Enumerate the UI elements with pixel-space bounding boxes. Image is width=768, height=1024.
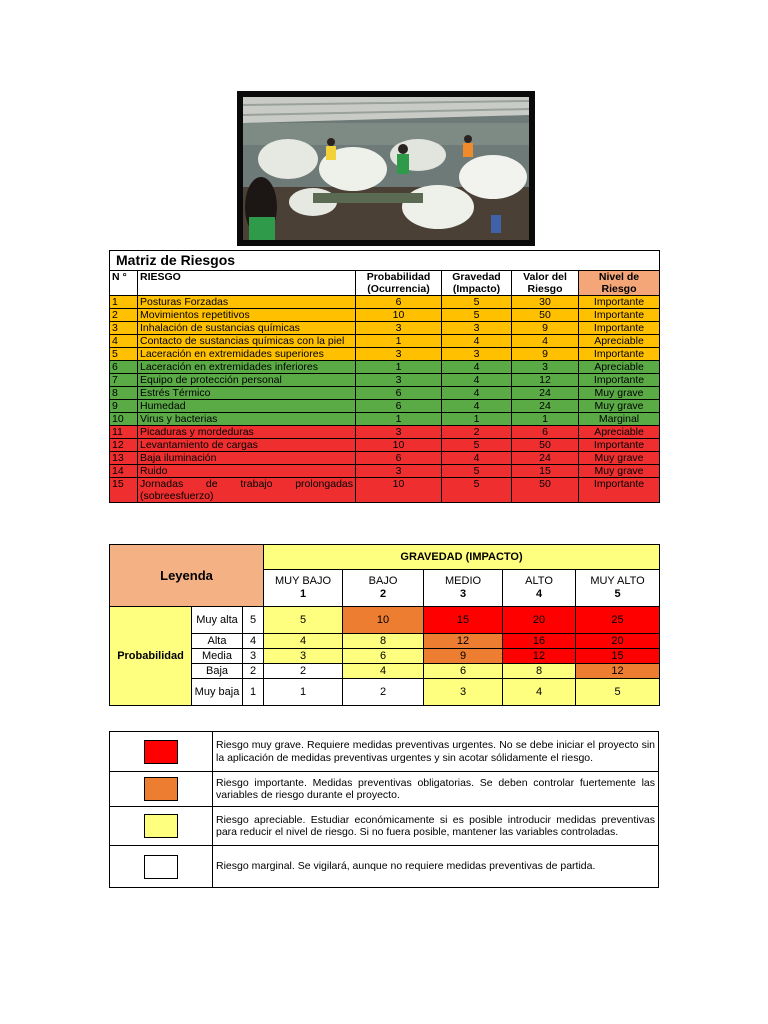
risk-row [110,309,660,322]
risk-value: 50 [512,478,579,503]
risk-probability: 1 [356,361,442,374]
risk-value: 24 [512,452,579,465]
header-nivel: Nivel de Riesgo [579,271,660,296]
risk-level: Importante [579,478,660,503]
risk-number: 3 [110,322,138,335]
risk-rows [110,296,660,503]
risk-probability: 6 [356,296,442,309]
risk-number: 7 [110,374,138,387]
risk-row [110,426,660,439]
risk-score-cell: 1 [264,679,343,706]
risk-number: 5 [110,348,138,361]
risk-score-cell: 16 [503,634,576,649]
risk-value: 3 [512,361,579,374]
risk-name: Posturas Forzadas [138,296,356,309]
probability-row [110,649,660,664]
risk-level: Muy grave [579,387,660,400]
risk-severity: 4 [442,400,512,413]
risk-score-cell: 20 [576,634,660,649]
risk-number: 2 [110,309,138,322]
probability-level-label: Muy alta [192,607,243,634]
risk-level: Importante [579,374,660,387]
risk-severity: 4 [442,374,512,387]
gravedad-column-header [503,570,576,607]
risk-row [110,452,660,465]
color-swatch [144,855,178,879]
risk-row [110,374,660,387]
risk-level: Apreciable [579,426,660,439]
risk-name: Picaduras y mordeduras [138,426,356,439]
risk-number: 1 [110,296,138,309]
risk-score-cell: 3 [424,679,503,706]
risk-name: Estrés Térmico [138,387,356,400]
risk-severity: 3 [442,348,512,361]
probability-level-number: 4 [243,634,264,649]
risk-row [110,400,660,413]
risk-severity: 4 [442,387,512,400]
risk-level: Apreciable [579,335,660,348]
gravedad-column-number: 4 [535,588,543,600]
risk-row [110,348,660,361]
risk-value: 24 [512,387,579,400]
risk-number: 13 [110,452,138,465]
risk-row [110,439,660,452]
color-key-row [110,772,659,807]
risk-probability: 1 [356,413,442,426]
risk-name: Virus y bacterias [138,413,356,426]
color-key-rows [110,732,659,888]
risk-level: Importante [579,296,660,309]
risk-score-cell: 8 [343,634,424,649]
risk-probability: 3 [356,322,442,335]
risk-probability: 3 [356,374,442,387]
risk-severity: 5 [442,465,512,478]
color-swatch-cell [110,732,213,772]
color-key-row [110,807,659,846]
risk-name: Baja iluminación [138,452,356,465]
probability-level-label: Media [192,649,243,664]
gravedad-column-number: 3 [459,588,467,600]
color-key-description: Riesgo apreciable. Estudiar económicamente si es posible introducir medidas preventivas para reducir el nivel de riesgo. Si no fuera posible, mantener las variables controladas. [213,807,659,846]
risk-name: Laceración en extremidades inferiores [138,361,356,374]
risk-value: 9 [512,322,579,335]
risk-value: 6 [512,426,579,439]
probability-label: Probabilidad [110,607,192,706]
color-key-description: Riesgo marginal. Se vigilará, aunque no requiere medidas preventivas de partida. [213,846,659,888]
risk-severity: 4 [442,361,512,374]
color-key-description: Riesgo muy grave. Requiere medidas preventivas urgentes. No se debe iniciar el proyecto sin la aplicación de medidas preventivas urgentes y sin acotar sólidamente el riesgo. [213,732,659,772]
risk-score-cell: 12 [424,634,503,649]
risk-probability: 10 [356,439,442,452]
risk-score-cell: 4 [503,679,576,706]
risk-score-cell: 25 [576,607,660,634]
color-swatch [144,814,178,838]
risk-number: 14 [110,465,138,478]
risk-name: Equipo de protección personal [138,374,356,387]
risk-level: Importante [579,439,660,452]
risk-severity: 3 [442,322,512,335]
risk-score-cell: 4 [343,664,424,679]
risk-name: Levantamiento de cargas [138,439,356,452]
risk-number: 8 [110,387,138,400]
risk-row [110,413,660,426]
risk-score-cell: 2 [264,664,343,679]
gravedad-column-header [264,570,343,607]
probability-level-number: 5 [243,607,264,634]
risk-value: 24 [512,400,579,413]
risk-score-cell: 6 [343,649,424,664]
matrix-title: Matriz de Riesgos [110,251,660,271]
color-key-table [109,731,659,888]
color-key-row [110,732,659,772]
probability-row [110,679,660,706]
risk-level: Apreciable [579,361,660,374]
risk-value: 9 [512,348,579,361]
risk-level: Muy grave [579,400,660,413]
risk-severity: 5 [442,478,512,503]
header-gravedad: Gravedad (Impacto) [442,271,512,296]
header-probabilidad: Probabilidad (Ocurrencia) [356,271,442,296]
risk-row [110,478,660,503]
risk-score-cell: 12 [576,664,660,679]
risk-name: Contacto de sustancias químicas con la piel [138,335,356,348]
photo-illustration [243,97,529,240]
risk-value: 1 [512,413,579,426]
gravedad-header: GRAVEDAD (IMPACTO) [264,545,660,570]
risk-probability: 3 [356,426,442,439]
risk-score-cell: 6 [424,664,503,679]
risk-row [110,296,660,309]
risk-score-cell: 15 [576,649,660,664]
risk-number: 9 [110,400,138,413]
risk-row [110,387,660,400]
gravedad-column-label: MUY BAJO [275,575,332,587]
risk-score-cell: 2 [343,679,424,706]
probability-level-number: 1 [243,679,264,706]
risk-score-cell: 5 [264,607,343,634]
legend-matrix [109,544,660,706]
probability-level-label: Alta [192,634,243,649]
risk-matrix-table [109,250,660,503]
gravedad-column-number: 5 [614,588,621,600]
gravedad-column-label: MEDIO [445,575,482,587]
risk-score-cell: 10 [343,607,424,634]
color-swatch [144,740,178,764]
color-swatch-cell [110,807,213,846]
risk-score-cell: 5 [576,679,660,706]
color-key-row [110,846,659,888]
color-swatch [144,777,178,801]
risk-row [110,465,660,478]
gravedad-column-header [424,570,503,607]
probability-level-label: Baja [192,664,243,679]
header-number: N ° [110,271,138,296]
probability-row [110,607,660,634]
gravedad-column-label: MUY ALTO [590,575,645,587]
probability-row [110,634,660,649]
gravedad-column-number: 1 [299,588,307,600]
risk-probability: 10 [356,309,442,322]
risk-name: Inhalación de sustancias químicas [138,322,356,335]
risk-severity: 5 [442,439,512,452]
risk-score-cell: 8 [503,664,576,679]
risk-name: Humedad [138,400,356,413]
probability-row [110,664,660,679]
risk-probability: 6 [356,387,442,400]
risk-severity: 1 [442,413,512,426]
risk-score-cell: 15 [424,607,503,634]
risk-number: 12 [110,439,138,452]
risk-row [110,361,660,374]
probability-level-number: 2 [243,664,264,679]
color-swatch-cell [110,772,213,807]
probability-level-number: 3 [243,649,264,664]
risk-row [110,335,660,348]
risk-score-cell: 3 [264,649,343,664]
gravedad-column-header [343,570,424,607]
risk-probability: 10 [356,478,442,503]
risk-level: Importante [579,309,660,322]
risk-number: 10 [110,413,138,426]
probability-level-label: Muy baja [192,679,243,706]
risk-value: 50 [512,309,579,322]
risk-probability: 3 [356,465,442,478]
risk-level: Muy grave [579,465,660,478]
legend-title: Leyenda [110,545,264,607]
risk-number: 6 [110,361,138,374]
color-swatch-cell [110,846,213,888]
gravedad-column-label: ALTO [525,575,553,587]
color-key-description: Riesgo importante. Medidas preventivas obligatorias. Se deben controlar fuertemente las variables de riesgo durante el proyecto. [213,772,659,807]
risk-value: 15 [512,465,579,478]
risk-value: 30 [512,296,579,309]
gravedad-column-number: 2 [379,588,387,600]
header-valor: Valor del Riesgo [512,271,579,296]
risk-severity: 5 [442,309,512,322]
risk-row [110,322,660,335]
risk-number: 15 [110,478,138,503]
risk-number: 4 [110,335,138,348]
probability-rows [110,607,660,706]
risk-name: Jornadas de trabajo prolongadas (sobreesfuerzo) [138,478,356,503]
risk-level: Importante [579,348,660,361]
gravedad-column-header [576,570,660,607]
risk-level: Muy grave [579,452,660,465]
risk-probability: 3 [356,348,442,361]
risk-level: Importante [579,322,660,335]
risk-severity: 5 [442,296,512,309]
flower-warehouse-photo [237,91,535,246]
risk-value: 4 [512,335,579,348]
risk-name: Movimientos repetitivos [138,309,356,322]
risk-score-cell: 20 [503,607,576,634]
risk-severity: 4 [442,452,512,465]
risk-score-cell: 9 [424,649,503,664]
risk-level: Marginal [579,413,660,426]
risk-number: 11 [110,426,138,439]
risk-severity: 2 [442,426,512,439]
risk-value: 12 [512,374,579,387]
risk-score-cell: 12 [503,649,576,664]
header-riesgo: RIESGO [138,271,356,296]
risk-name: Ruido [138,465,356,478]
risk-probability: 6 [356,400,442,413]
risk-probability: 6 [356,452,442,465]
risk-severity: 4 [442,335,512,348]
risk-score-cell: 4 [264,634,343,649]
risk-probability: 1 [356,335,442,348]
risk-value: 50 [512,439,579,452]
gravedad-column-label: BAJO [368,575,398,587]
risk-name: Laceración en extremidades superiores [138,348,356,361]
